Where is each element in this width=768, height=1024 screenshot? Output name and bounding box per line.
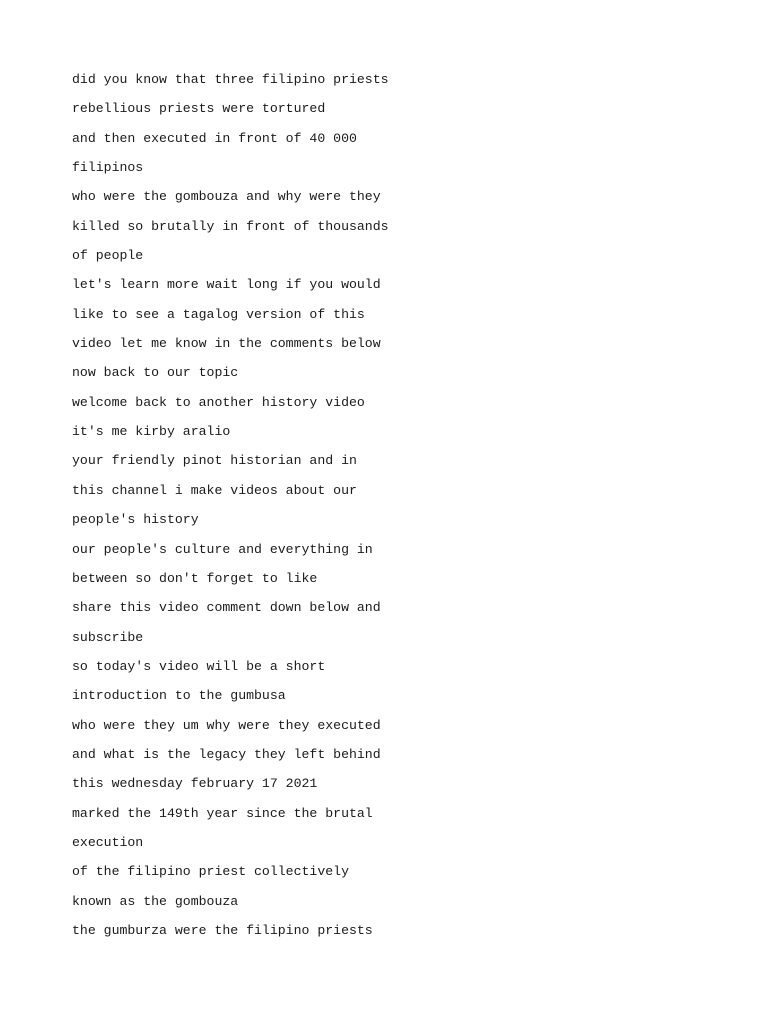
transcript-line: share this video comment down below and — [72, 600, 381, 616]
transcript-line: filipinos — [72, 160, 144, 176]
transcript-line: rebellious priests were tortured — [72, 101, 326, 117]
transcript-line: subscribe — [72, 629, 144, 645]
transcript-line: so today's video will be a short — [72, 658, 326, 674]
transcript-line: the gumburza were the filipino priests — [72, 922, 373, 938]
transcript-line: execution — [72, 834, 144, 850]
transcript-line: between so don't forget to like — [72, 570, 318, 586]
transcript-line: it's me kirby aralio — [72, 424, 231, 440]
transcript-line: like to see a tagalog version of this — [72, 306, 365, 322]
transcript-line: marked the 149th year since the brutal — [72, 805, 373, 821]
transcript-line: video let me know in the comments below — [72, 336, 381, 352]
transcript-line: welcome back to another history video — [72, 394, 365, 410]
transcript-page — [72, 65, 732, 945]
transcript-line: who were the gombouza and why were they — [72, 189, 381, 205]
transcript-line: who were they um why were they executed — [72, 717, 381, 733]
transcript-line: now back to our topic — [72, 365, 239, 381]
transcript-line: of people — [72, 248, 144, 264]
transcript-line: let's learn more wait long if you would — [72, 277, 381, 293]
transcript-line: killed so brutally in front of thousands — [72, 218, 389, 234]
transcript-line: this channel i make videos about our — [72, 482, 357, 498]
transcript-line: your friendly pinot historian and in — [72, 453, 357, 469]
transcript-line: did you know that three filipino priests — [72, 72, 389, 87]
transcript-line: of the filipino priest collectively — [72, 864, 349, 880]
transcript-line: and what is the legacy they left behind — [72, 746, 381, 762]
transcript-line: introduction to the gumbusa — [72, 688, 286, 704]
transcript-line: and then executed in front of 40 000 — [72, 130, 357, 146]
transcript-line: this wednesday february 17 2021 — [72, 776, 318, 792]
transcript-line: people's history — [72, 512, 199, 528]
transcript-line: our people's culture and everything in — [72, 541, 373, 557]
transcript-line: known as the gombouza — [72, 893, 239, 909]
